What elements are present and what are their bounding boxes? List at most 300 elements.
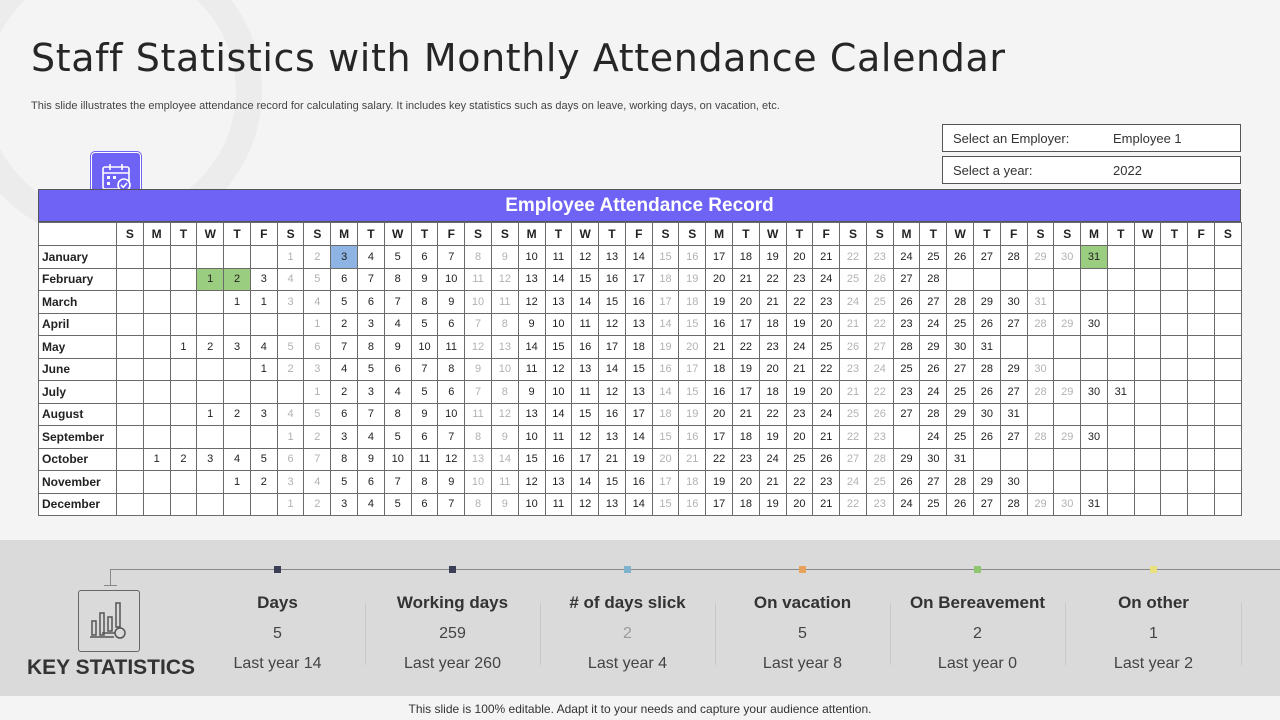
day-cell[interactable]: 9: [438, 471, 465, 494]
day-cell[interactable]: 30: [920, 448, 947, 471]
day-cell[interactable]: 15: [679, 313, 706, 336]
day-cell[interactable]: 10: [545, 313, 572, 336]
day-cell[interactable]: 25: [920, 246, 947, 269]
day-cell[interactable]: 23: [866, 246, 893, 269]
day-cell[interactable]: 4: [277, 403, 304, 426]
day-cell[interactable]: 20: [679, 336, 706, 359]
day-cell[interactable]: 6: [438, 381, 465, 404]
day-cell[interactable]: 18: [706, 358, 733, 381]
day-cell[interactable]: 11: [491, 291, 518, 314]
day-cell[interactable]: 27: [974, 493, 1001, 516]
day-cell[interactable]: 29: [974, 291, 1001, 314]
day-cell[interactable]: 30: [1000, 291, 1027, 314]
day-cell[interactable]: 8: [411, 291, 438, 314]
day-cell[interactable]: 12: [518, 291, 545, 314]
day-cell[interactable]: 12: [599, 381, 626, 404]
day-cell[interactable]: 2: [224, 403, 251, 426]
day-cell[interactable]: 26: [893, 471, 920, 494]
day-cell[interactable]: 1: [197, 268, 224, 291]
day-cell[interactable]: 14: [545, 268, 572, 291]
day-cell[interactable]: 19: [732, 358, 759, 381]
day-cell[interactable]: 25: [920, 493, 947, 516]
day-cell[interactable]: 16: [545, 448, 572, 471]
day-cell[interactable]: 19: [759, 493, 786, 516]
day-cell[interactable]: 15: [599, 471, 626, 494]
day-cell[interactable]: 27: [1000, 313, 1027, 336]
day-cell[interactable]: 1: [197, 403, 224, 426]
day-cell[interactable]: 20: [813, 313, 840, 336]
day-cell[interactable]: 18: [679, 471, 706, 494]
day-cell[interactable]: 2: [250, 471, 277, 494]
day-cell[interactable]: 24: [759, 448, 786, 471]
day-cell[interactable]: 2: [197, 336, 224, 359]
day-cell[interactable]: 29: [974, 471, 1001, 494]
day-cell[interactable]: 2: [304, 246, 331, 269]
day-cell[interactable]: 12: [491, 268, 518, 291]
day-cell[interactable]: 25: [947, 426, 974, 449]
day-cell[interactable]: 27: [1000, 426, 1027, 449]
day-cell[interactable]: 29: [1027, 493, 1054, 516]
day-cell[interactable]: 22: [813, 358, 840, 381]
day-cell[interactable]: 15: [572, 268, 599, 291]
day-cell[interactable]: 21: [813, 493, 840, 516]
day-cell[interactable]: 25: [840, 268, 867, 291]
day-cell[interactable]: 11: [518, 358, 545, 381]
day-cell[interactable]: 1: [224, 471, 251, 494]
day-cell[interactable]: 14: [625, 426, 652, 449]
day-cell[interactable]: 16: [625, 291, 652, 314]
day-cell[interactable]: 16: [706, 313, 733, 336]
day-cell[interactable]: 17: [732, 381, 759, 404]
day-cell[interactable]: 31: [1081, 493, 1108, 516]
day-cell[interactable]: 8: [331, 448, 358, 471]
day-cell[interactable]: 2: [331, 381, 358, 404]
day-cell[interactable]: 11: [545, 246, 572, 269]
day-cell[interactable]: 12: [599, 313, 626, 336]
day-cell[interactable]: 11: [411, 448, 438, 471]
day-cell[interactable]: 7: [358, 268, 385, 291]
day-cell[interactable]: 30: [1081, 426, 1108, 449]
day-cell[interactable]: 24: [893, 246, 920, 269]
day-cell[interactable]: 7: [304, 448, 331, 471]
day-cell[interactable]: 15: [652, 426, 679, 449]
day-cell[interactable]: 7: [384, 291, 411, 314]
day-cell[interactable]: 18: [759, 381, 786, 404]
day-cell[interactable]: 7: [465, 313, 492, 336]
day-cell[interactable]: 6: [411, 246, 438, 269]
day-cell[interactable]: 17: [706, 426, 733, 449]
day-cell[interactable]: 12: [518, 471, 545, 494]
day-cell[interactable]: 31: [1000, 403, 1027, 426]
employer-selector[interactable]: [942, 124, 1241, 152]
day-cell[interactable]: 25: [947, 381, 974, 404]
day-cell[interactable]: 23: [840, 358, 867, 381]
day-cell[interactable]: 5: [250, 448, 277, 471]
day-cell[interactable]: 10: [384, 448, 411, 471]
day-cell[interactable]: 17: [652, 471, 679, 494]
day-cell[interactable]: 14: [545, 403, 572, 426]
day-cell[interactable]: 29: [1054, 426, 1081, 449]
day-cell[interactable]: 24: [813, 403, 840, 426]
day-cell[interactable]: 29: [893, 448, 920, 471]
day-cell[interactable]: 6: [411, 426, 438, 449]
day-cell[interactable]: 9: [438, 291, 465, 314]
day-cell[interactable]: 14: [518, 336, 545, 359]
day-cell[interactable]: 11: [545, 426, 572, 449]
day-cell[interactable]: 13: [518, 403, 545, 426]
day-cell[interactable]: 27: [866, 336, 893, 359]
day-cell[interactable]: 3: [277, 291, 304, 314]
day-cell[interactable]: 11: [491, 471, 518, 494]
day-cell[interactable]: 27: [947, 358, 974, 381]
day-cell[interactable]: 13: [518, 268, 545, 291]
day-cell[interactable]: 8: [491, 381, 518, 404]
day-cell[interactable]: 15: [625, 358, 652, 381]
day-cell[interactable]: 26: [893, 291, 920, 314]
day-cell[interactable]: 13: [599, 426, 626, 449]
day-cell[interactable]: 27: [920, 291, 947, 314]
day-cell[interactable]: 28: [920, 268, 947, 291]
day-cell[interactable]: 22: [786, 291, 813, 314]
day-cell[interactable]: 23: [786, 403, 813, 426]
day-cell[interactable]: 1: [250, 358, 277, 381]
day-cell[interactable]: 28: [893, 336, 920, 359]
day-cell[interactable]: 4: [331, 358, 358, 381]
day-cell[interactable]: 28: [974, 358, 1001, 381]
day-cell[interactable]: 26: [947, 493, 974, 516]
day-cell[interactable]: 5: [384, 246, 411, 269]
day-cell[interactable]: 18: [759, 313, 786, 336]
day-cell[interactable]: 26: [947, 246, 974, 269]
day-cell[interactable]: 30: [1054, 493, 1081, 516]
day-cell[interactable]: 2: [224, 268, 251, 291]
day-cell[interactable]: 25: [786, 448, 813, 471]
day-cell[interactable]: 3: [358, 381, 385, 404]
day-cell[interactable]: 28: [866, 448, 893, 471]
day-cell[interactable]: 11: [438, 336, 465, 359]
day-cell[interactable]: 12: [438, 448, 465, 471]
day-cell[interactable]: 23: [732, 448, 759, 471]
day-cell[interactable]: 24: [920, 426, 947, 449]
day-cell[interactable]: 27: [974, 246, 1001, 269]
day-cell[interactable]: 17: [599, 336, 626, 359]
day-cell[interactable]: 20: [786, 493, 813, 516]
day-cell[interactable]: 15: [652, 493, 679, 516]
day-cell[interactable]: 26: [813, 448, 840, 471]
day-cell[interactable]: 2: [331, 313, 358, 336]
day-cell[interactable]: 4: [304, 471, 331, 494]
day-cell[interactable]: 10: [411, 336, 438, 359]
day-cell[interactable]: 15: [518, 448, 545, 471]
day-cell[interactable]: 27: [893, 403, 920, 426]
day-cell[interactable]: 15: [572, 403, 599, 426]
day-cell[interactable]: 14: [572, 471, 599, 494]
day-cell[interactable]: 3: [358, 313, 385, 336]
day-cell[interactable]: 11: [545, 493, 572, 516]
day-cell[interactable]: 15: [652, 246, 679, 269]
day-cell[interactable]: 21: [813, 246, 840, 269]
day-cell[interactable]: 14: [625, 493, 652, 516]
day-cell[interactable]: 23: [866, 493, 893, 516]
day-cell[interactable]: 4: [358, 493, 385, 516]
day-cell[interactable]: 5: [304, 403, 331, 426]
day-cell[interactable]: 27: [1000, 381, 1027, 404]
day-cell[interactable]: 21: [599, 448, 626, 471]
day-cell[interactable]: 22: [759, 268, 786, 291]
day-cell[interactable]: 24: [920, 381, 947, 404]
day-cell[interactable]: 22: [840, 246, 867, 269]
day-cell[interactable]: 22: [759, 403, 786, 426]
day-cell[interactable]: 30: [1081, 313, 1108, 336]
day-cell[interactable]: 16: [679, 426, 706, 449]
day-cell[interactable]: 21: [840, 313, 867, 336]
day-cell[interactable]: 30: [947, 336, 974, 359]
day-cell[interactable]: 12: [572, 426, 599, 449]
day-cell[interactable]: 31: [974, 336, 1001, 359]
day-cell[interactable]: 18: [652, 403, 679, 426]
day-cell[interactable]: 2: [304, 426, 331, 449]
day-cell[interactable]: 18: [625, 336, 652, 359]
day-cell[interactable]: 1: [277, 246, 304, 269]
day-cell[interactable]: 6: [358, 291, 385, 314]
day-cell[interactable]: 7: [438, 426, 465, 449]
day-cell[interactable]: 18: [652, 268, 679, 291]
day-cell[interactable]: 28: [920, 403, 947, 426]
day-cell[interactable]: 4: [384, 381, 411, 404]
day-cell[interactable]: 14: [625, 246, 652, 269]
day-cell[interactable]: 28: [1027, 313, 1054, 336]
year-selector-value[interactable]: 2022: [1113, 163, 1142, 178]
day-cell[interactable]: 3: [331, 426, 358, 449]
day-cell[interactable]: 8: [465, 426, 492, 449]
day-cell[interactable]: 23: [866, 426, 893, 449]
day-cell[interactable]: 5: [384, 426, 411, 449]
day-cell[interactable]: 13: [545, 291, 572, 314]
day-cell[interactable]: 24: [840, 471, 867, 494]
day-cell[interactable]: 19: [759, 426, 786, 449]
day-cell[interactable]: 28: [1027, 381, 1054, 404]
day-cell[interactable]: 10: [545, 381, 572, 404]
day-cell[interactable]: 24: [920, 313, 947, 336]
day-cell[interactable]: 1: [224, 291, 251, 314]
day-cell[interactable]: 14: [491, 448, 518, 471]
day-cell[interactable]: 24: [840, 291, 867, 314]
day-cell[interactable]: 6: [331, 268, 358, 291]
day-cell[interactable]: 9: [465, 358, 492, 381]
day-cell[interactable]: 24: [893, 493, 920, 516]
day-cell[interactable]: 23: [893, 313, 920, 336]
day-cell[interactable]: 3: [331, 246, 358, 269]
day-cell[interactable]: 12: [572, 493, 599, 516]
day-cell[interactable]: 30: [1054, 246, 1081, 269]
day-cell[interactable]: 21: [732, 403, 759, 426]
day-cell[interactable]: 19: [706, 471, 733, 494]
day-cell[interactable]: 4: [250, 336, 277, 359]
day-cell[interactable]: 5: [411, 313, 438, 336]
day-cell[interactable]: 12: [465, 336, 492, 359]
day-cell[interactable]: 7: [358, 403, 385, 426]
day-cell[interactable]: 21: [759, 471, 786, 494]
day-cell[interactable]: 6: [438, 313, 465, 336]
day-cell[interactable]: 8: [384, 403, 411, 426]
day-cell[interactable]: 8: [358, 336, 385, 359]
day-cell[interactable]: 12: [545, 358, 572, 381]
day-cell[interactable]: 14: [652, 381, 679, 404]
day-cell[interactable]: 30: [1000, 471, 1027, 494]
day-cell[interactable]: 20: [813, 381, 840, 404]
day-cell[interactable]: 5: [411, 381, 438, 404]
day-cell[interactable]: 29: [947, 403, 974, 426]
day-cell[interactable]: 22: [786, 471, 813, 494]
day-cell[interactable]: 24: [813, 268, 840, 291]
day-cell[interactable]: 2: [277, 358, 304, 381]
day-cell[interactable]: 7: [411, 358, 438, 381]
day-cell[interactable]: 1: [277, 426, 304, 449]
day-cell[interactable]: 3: [304, 358, 331, 381]
day-cell[interactable]: 11: [572, 381, 599, 404]
day-cell[interactable]: 18: [732, 426, 759, 449]
day-cell[interactable]: 16: [706, 381, 733, 404]
day-cell[interactable]: 14: [652, 313, 679, 336]
day-cell[interactable]: 31: [1107, 381, 1134, 404]
day-cell[interactable]: 26: [920, 358, 947, 381]
day-cell[interactable]: 13: [491, 336, 518, 359]
day-cell[interactable]: 5: [384, 493, 411, 516]
day-cell[interactable]: 20: [732, 471, 759, 494]
day-cell[interactable]: 17: [679, 358, 706, 381]
day-cell[interactable]: 5: [277, 336, 304, 359]
day-cell[interactable]: 30: [974, 403, 1001, 426]
day-cell[interactable]: 29: [1054, 313, 1081, 336]
day-cell[interactable]: 8: [465, 493, 492, 516]
day-cell[interactable]: 16: [652, 358, 679, 381]
day-cell[interactable]: 10: [438, 403, 465, 426]
day-cell[interactable]: 9: [518, 381, 545, 404]
day-cell[interactable]: 27: [840, 448, 867, 471]
day-cell[interactable]: 22: [866, 381, 893, 404]
day-cell[interactable]: 18: [732, 246, 759, 269]
day-cell[interactable]: 6: [304, 336, 331, 359]
day-cell[interactable]: 18: [679, 291, 706, 314]
day-cell[interactable]: 14: [572, 291, 599, 314]
day-cell[interactable]: 22: [840, 493, 867, 516]
day-cell[interactable]: 1: [170, 336, 197, 359]
day-cell[interactable]: 10: [518, 246, 545, 269]
day-cell[interactable]: 7: [438, 246, 465, 269]
day-cell[interactable]: 8: [465, 246, 492, 269]
day-cell[interactable]: 9: [411, 403, 438, 426]
day-cell[interactable]: 30: [1027, 358, 1054, 381]
day-cell[interactable]: 29: [1000, 358, 1027, 381]
day-cell[interactable]: 17: [625, 268, 652, 291]
day-cell[interactable]: 17: [732, 313, 759, 336]
day-cell[interactable]: 6: [384, 358, 411, 381]
day-cell[interactable]: 10: [491, 358, 518, 381]
day-cell[interactable]: 6: [358, 471, 385, 494]
day-cell[interactable]: 3: [250, 268, 277, 291]
day-cell[interactable]: 1: [250, 291, 277, 314]
day-cell[interactable]: 7: [331, 336, 358, 359]
day-cell[interactable]: 3: [277, 471, 304, 494]
day-cell[interactable]: 24: [786, 336, 813, 359]
day-cell[interactable]: 23: [786, 268, 813, 291]
day-cell[interactable]: 18: [732, 493, 759, 516]
day-cell[interactable]: 4: [304, 291, 331, 314]
day-cell[interactable]: 23: [893, 381, 920, 404]
day-cell[interactable]: 15: [679, 381, 706, 404]
day-cell[interactable]: 8: [438, 358, 465, 381]
day-cell[interactable]: 26: [866, 268, 893, 291]
day-cell[interactable]: 22: [732, 336, 759, 359]
day-cell[interactable]: 13: [625, 313, 652, 336]
day-cell[interactable]: 8: [491, 313, 518, 336]
day-cell[interactable]: 29: [1027, 246, 1054, 269]
day-cell[interactable]: 25: [866, 471, 893, 494]
day-cell[interactable]: 31: [1081, 246, 1108, 269]
day-cell[interactable]: 21: [732, 268, 759, 291]
day-cell[interactable]: 9: [491, 426, 518, 449]
day-cell[interactable]: 3: [250, 403, 277, 426]
day-cell[interactable]: 26: [866, 403, 893, 426]
day-cell[interactable]: 22: [706, 448, 733, 471]
day-cell[interactable]: 21: [840, 381, 867, 404]
day-cell[interactable]: 3: [197, 448, 224, 471]
day-cell[interactable]: 29: [1054, 381, 1081, 404]
day-cell[interactable]: 15: [545, 336, 572, 359]
day-cell[interactable]: 21: [759, 291, 786, 314]
day-cell[interactable]: 3: [224, 336, 251, 359]
day-cell[interactable]: 23: [813, 291, 840, 314]
day-cell[interactable]: 25: [947, 313, 974, 336]
day-cell[interactable]: 16: [679, 493, 706, 516]
day-cell[interactable]: 15: [599, 291, 626, 314]
day-cell[interactable]: 22: [866, 313, 893, 336]
day-cell[interactable]: 16: [599, 268, 626, 291]
day-cell[interactable]: 17: [652, 291, 679, 314]
day-cell[interactable]: 20: [732, 291, 759, 314]
day-cell[interactable]: 1: [304, 381, 331, 404]
day-cell[interactable]: 4: [358, 426, 385, 449]
day-cell[interactable]: 21: [786, 358, 813, 381]
day-cell[interactable]: 28: [1000, 493, 1027, 516]
day-cell[interactable]: 11: [572, 313, 599, 336]
day-cell[interactable]: 28: [947, 291, 974, 314]
day-cell[interactable]: 24: [866, 358, 893, 381]
day-cell[interactable]: 6: [411, 493, 438, 516]
day-cell[interactable]: 22: [840, 426, 867, 449]
day-cell[interactable]: 20: [706, 403, 733, 426]
day-cell[interactable]: 7: [438, 493, 465, 516]
day-cell[interactable]: 28: [1000, 246, 1027, 269]
day-cell[interactable]: 4: [358, 246, 385, 269]
day-cell[interactable]: 14: [599, 358, 626, 381]
day-cell[interactable]: 16: [625, 471, 652, 494]
day-cell[interactable]: 9: [358, 448, 385, 471]
day-cell[interactable]: 1: [277, 493, 304, 516]
day-cell[interactable]: 9: [411, 268, 438, 291]
day-cell[interactable]: 19: [625, 448, 652, 471]
day-cell[interactable]: 2: [304, 493, 331, 516]
day-cell[interactable]: 27: [893, 268, 920, 291]
day-cell[interactable]: 16: [679, 246, 706, 269]
day-cell[interactable]: 2: [170, 448, 197, 471]
day-cell[interactable]: 26: [974, 313, 1001, 336]
day-cell[interactable]: 12: [491, 403, 518, 426]
day-cell[interactable]: 20: [652, 448, 679, 471]
day-cell[interactable]: 11: [465, 403, 492, 426]
day-cell[interactable]: 13: [465, 448, 492, 471]
day-cell[interactable]: 5: [304, 268, 331, 291]
